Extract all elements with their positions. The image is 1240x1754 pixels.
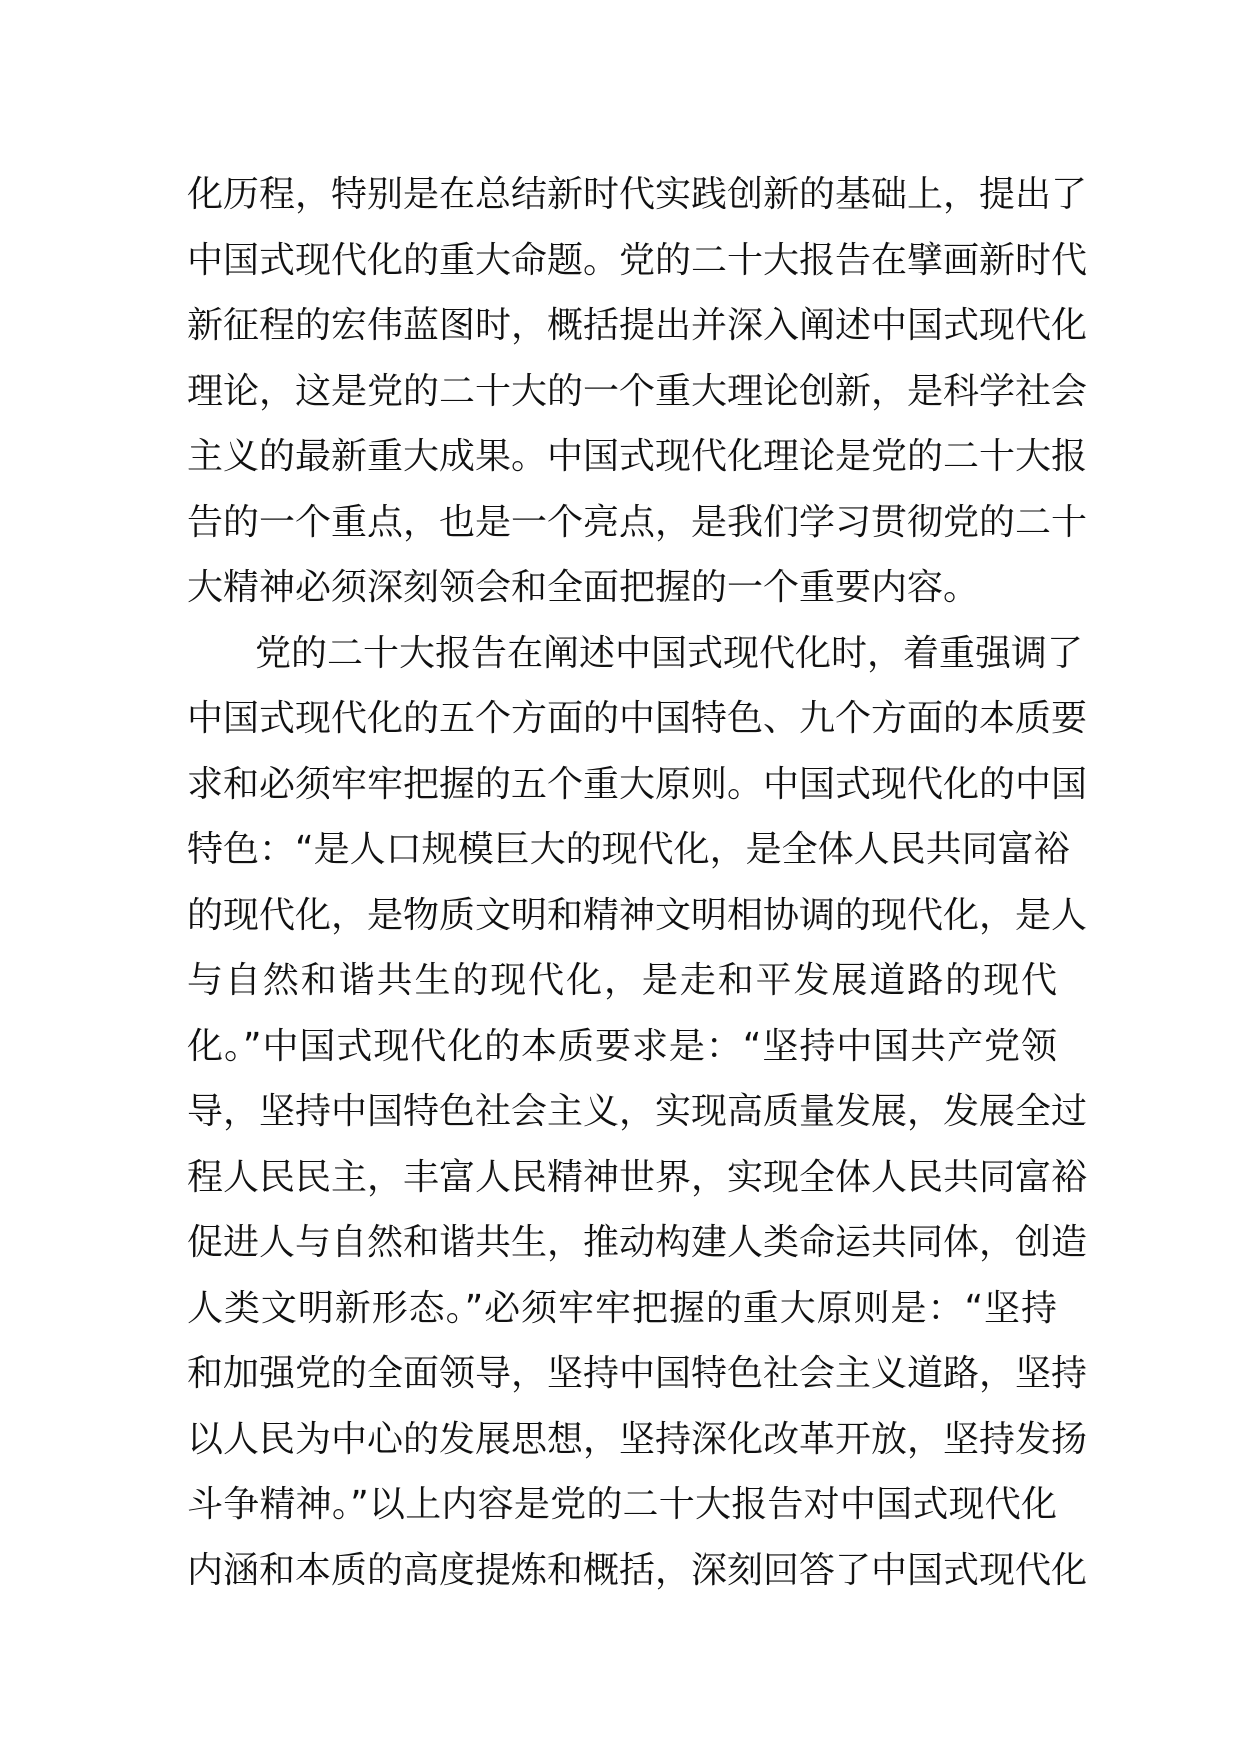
paragraph-start-line: 党的二十大报告在阐述中国式现代化时，着重强调了: [255, 632, 1084, 674]
text-line: 斗争精神。”以上内容是党的二十大报告对中国式现代化: [187, 1484, 1057, 1525]
text-line: 导，坚持中国特色社会主义，实现高质量发展，发展全过: [187, 1091, 1088, 1132]
paragraph-end-line: 大精神必须深刻领会和全面把握的一个重要内容。: [187, 567, 980, 608]
text-line: 和加强党的全面领导，坚持中国特色社会主义道路，坚持: [187, 1353, 1088, 1394]
text-line: 的现代化，是物质文明和精神文明相协调的现代化，是人: [187, 894, 1088, 936]
text-line: 化历程，特别是在总结新时代实践创新的基础上，提出了: [187, 174, 1088, 215]
text-line: 求和必须牢牢把握的五个重大原则。中国式现代化的中国: [187, 763, 1088, 805]
text-line: 理论，这是党的二十大的一个重大理论创新，是科学社会: [187, 370, 1088, 412]
text-line: 中国式现代化的五个方面的中国特色、九个方面的本质要: [187, 698, 1088, 739]
text-line: 人类文明新形态。”必须牢牢把握的重大原则是：“坚持: [187, 1287, 1057, 1329]
text-line: 与自然和谐共生的现代化，是走和平发展道路的现代: [187, 960, 1057, 1001]
text-line: 促进人与自然和谐共生，推动构建人类命运共同体，创造: [187, 1222, 1088, 1263]
text-line: 化。”中国式现代化的本质要求是：“坚持中国共产党领: [187, 1025, 1057, 1067]
text-line: 特色：“是人口规模巨大的现代化，是全体人民共同富裕: [187, 829, 1070, 870]
text-line: 中国式现代化的重大命题。党的二十大报告在擘画新时代: [187, 239, 1088, 281]
text-line: 程人民民主，丰富人民精神世界，实现全体人民共同富裕: [187, 1156, 1088, 1198]
text-line: 以人民为中心的发展思想，坚持深化改革开放，坚持发扬: [187, 1418, 1088, 1460]
text-line: 告的一个重点，也是一个亮点，是我们学习贯彻党的二十: [187, 501, 1088, 543]
text-line: 主义的最新重大成果。中国式现代化理论是党的二十大报: [187, 436, 1088, 477]
text-line: 新征程的宏伟蓝图时，概括提出并深入阐述中国式现代化: [187, 305, 1088, 346]
text-line: 内涵和本质的高度提炼和概括，深刻回答了中国式现代化: [187, 1549, 1088, 1591]
body-text: [187, 162, 1088, 1603]
